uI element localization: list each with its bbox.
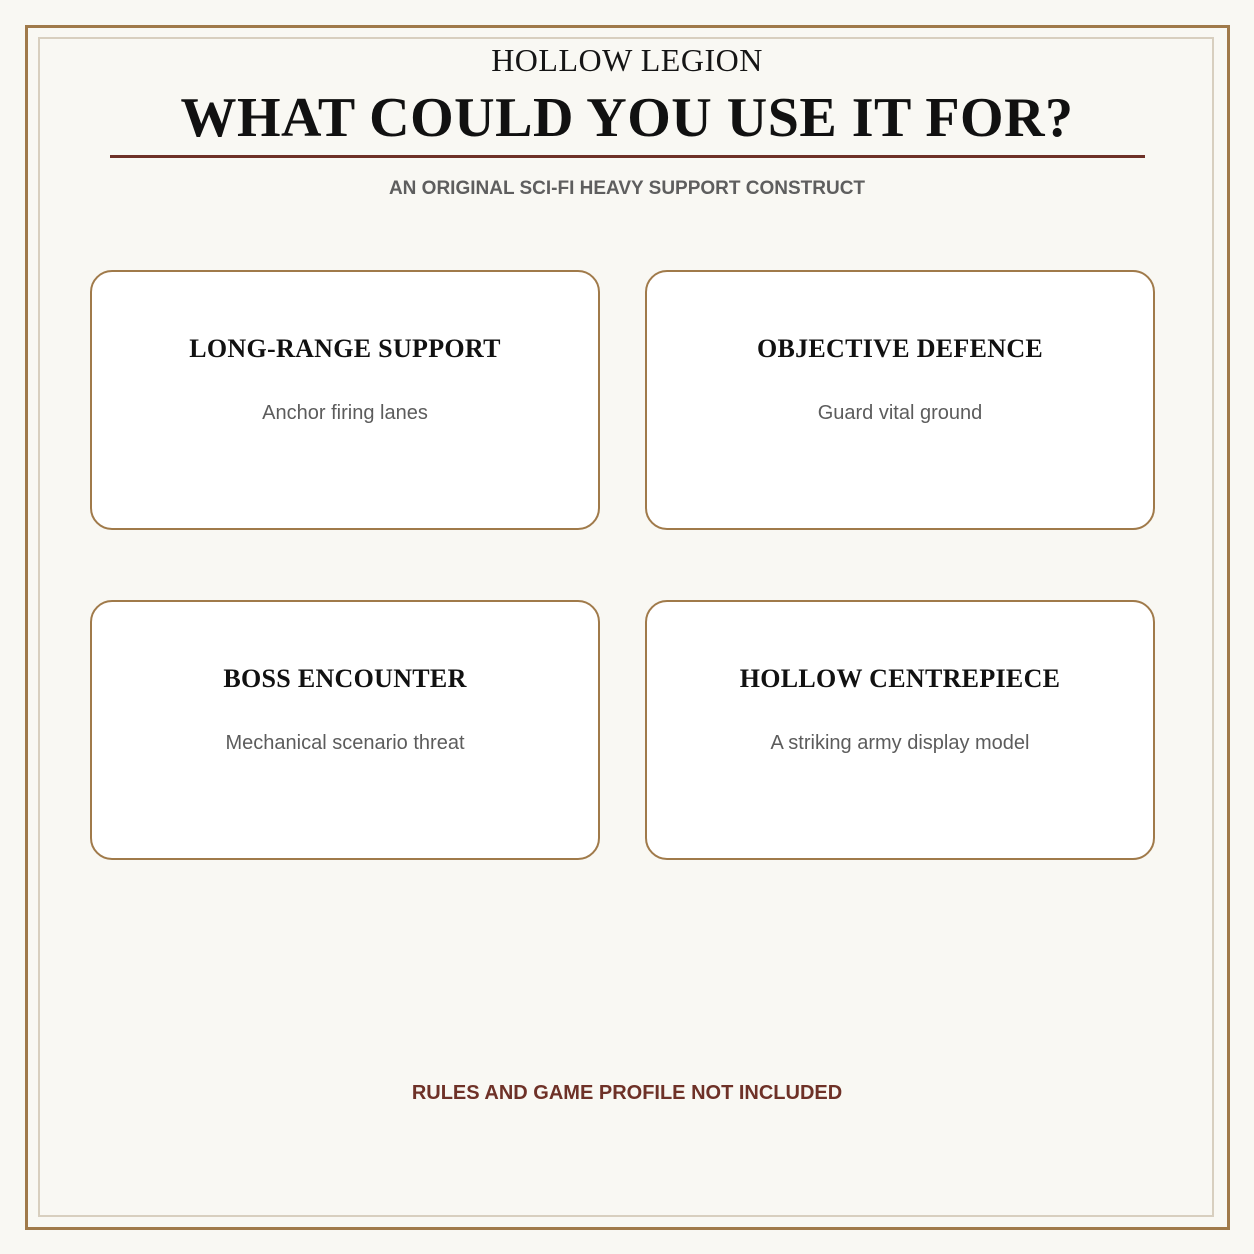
card-title: HOLLOW CENTREPIECE (739, 664, 1061, 693)
use-card-long-range-support (90, 270, 600, 530)
card-title: OBJECTIVE DEFENCE (756, 334, 1044, 363)
title-divider (110, 155, 1145, 158)
use-card-hollow-centrepiece (645, 600, 1155, 860)
page-subtitle: AN ORIGINAL SCI-FI HEAVY SUPPORT CONSTRUCT (388, 178, 866, 199)
use-card-objective-defence (645, 270, 1155, 530)
card-description: Guard vital ground (817, 402, 983, 424)
card-title: LONG-RANGE SUPPORT (189, 334, 501, 363)
page-title: WHAT COULD YOU USE IT FOR? (180, 87, 1074, 149)
card-title: BOSS ENCOUNTER (223, 664, 467, 693)
footer-disclaimer: RULES AND GAME PROFILE NOT INCLUDED (411, 1082, 843, 1104)
card-description: Mechanical scenario threat (225, 732, 465, 754)
brand-name: HOLLOW LEGION (491, 42, 763, 78)
use-card-boss-encounter (90, 600, 600, 860)
card-description: A striking army display model (770, 732, 1030, 754)
card-description: Anchor firing lanes (262, 402, 428, 424)
